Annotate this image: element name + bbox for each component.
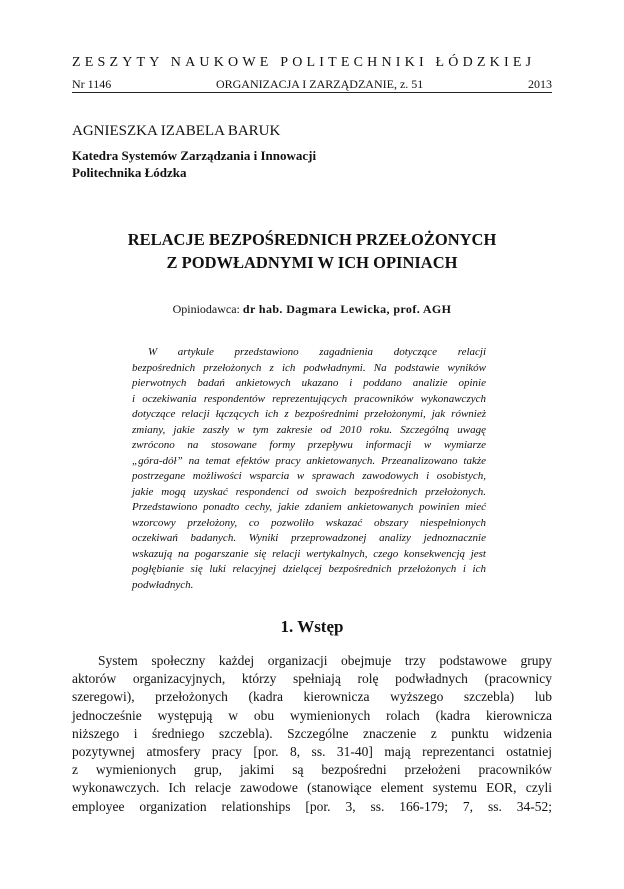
abstract-line: zmiany, jakie zaszły w tym zakresie od 2010 roku. Szczególną uwagę: [132, 423, 486, 436]
abstract-line: postrzegane możliwości wsparcia w sprawach zawodowych i osobistych,: [132, 470, 486, 482]
body-line: aktorów organizacyjnych, którzy spełniają rolę podwładnych (pracownicy: [72, 671, 552, 687]
paper-title-line-2: Z PODWŁADNYMI W ICH OPINIACH: [166, 253, 458, 272]
body-line: szeregowi), przełożonych (kadra kierownicza wyższego szczebla) lub: [72, 689, 552, 705]
header-divider: [72, 92, 552, 93]
reviewer-line: [72, 302, 552, 317]
paper-title-line-1: RELACJE BEZPOŚREDNICH PRZEŁOŻONYCH: [127, 230, 497, 249]
author-department: Katedra Systemów Zarządzania i Innowacji: [72, 148, 317, 163]
issue-number: Nr 1146: [72, 77, 112, 91]
abstract-line: pierwotnych badań ankietowych ukazano i poddano analizie opinie: [132, 377, 486, 389]
abstract-line: pogłębianie się luki relacyjnej dzielącej bezpośrednich przełożonych i ich: [132, 563, 486, 575]
author-university: Politechnika Łódzka: [72, 165, 187, 180]
body-line: niższego i średniego szczebla). Szczególne znaczenie z punktu widzenia: [72, 725, 552, 741]
abstract-line: „góra-dół” na temat efektów pracy ankietowanych. Przeanalizowano także: [132, 454, 486, 467]
abstract: [132, 345, 486, 593]
abstract-line: Przedstawiono ponadto cechy, jakie zdaniem ankietowanych powinien mieć: [132, 501, 486, 513]
section-body: [72, 652, 552, 816]
section-heading: 1. Wstęp: [280, 617, 344, 636]
journal-header-row: [72, 77, 552, 92]
abstract-line: W artykule przedstawiono zagadnienia dotyczące relacji: [148, 346, 486, 358]
body-line: jednocześnie występują w obu wymienionych rolach (kadra kierownicza: [72, 707, 552, 723]
journal-title: ZESZYTY NAUKOWE POLITECHNIKI ŁÓDZKIEJ: [72, 55, 536, 70]
body-line: wykonawczych. Ich relacje zawodowe (stanowiące element systemu EOR, czyli: [72, 780, 552, 796]
abstract-line: wskazują na pogarszanie się relacji wertykalnych, czego konsekwencją jest: [132, 547, 486, 560]
reviewer-name: dr hab. Dagmara Lewicka, prof. AGH: [242, 302, 452, 316]
author-name: AGNIESZKA IZABELA BARUK: [72, 123, 281, 139]
abstract-line: zwrócono na stosowane formy przepływu informacji w wymiarze: [132, 439, 486, 451]
body-line: z wymienionych grup, jakimi są bezpośredni przełożeni pracowników: [72, 762, 552, 778]
body-line: employee organization relationships [por. 3, ss. 166-179; 7, ss. 34-52;: [72, 798, 552, 814]
body-line: System społeczny każdej organizacji obejmuje trzy podstawowe grupy: [98, 653, 552, 668]
reviewer-label: Opiniodawca:: [172, 302, 240, 316]
abstract-line: oczekiwań badanych. Wyniki przeprowadzonej analizy jednoznacznie: [132, 532, 486, 544]
abstract-line: i oczekiwania respondentów reprezentujących pracowników wykonawczych: [132, 392, 486, 405]
body-line: pozytywnej atmosfery pracy [por. 8, ss. 31-40] mają reprezentanci ostatniej: [72, 743, 552, 759]
series-name: ORGANIZACJA I ZARZĄDZANIE, z. 51: [215, 77, 424, 91]
abstract-line: podwładnych.: [132, 578, 194, 591]
publication-year: 2013: [528, 77, 552, 91]
abstract-line: jakie mogą uzyskać respondenci od swoich bezpośrednich przełożonych.: [132, 485, 486, 498]
abstract-line: bezpośrednich przełożonych z ich podwładnymi. Na podstawie wyników: [132, 361, 486, 374]
abstract-line: dotyczące relacji łączących ich z bezpośrednimi przełożonymi, jak również: [132, 408, 486, 420]
abstract-line: wzorcowy przełożony, co pozwoliło wskazać obszary niespełnionych: [132, 516, 486, 529]
